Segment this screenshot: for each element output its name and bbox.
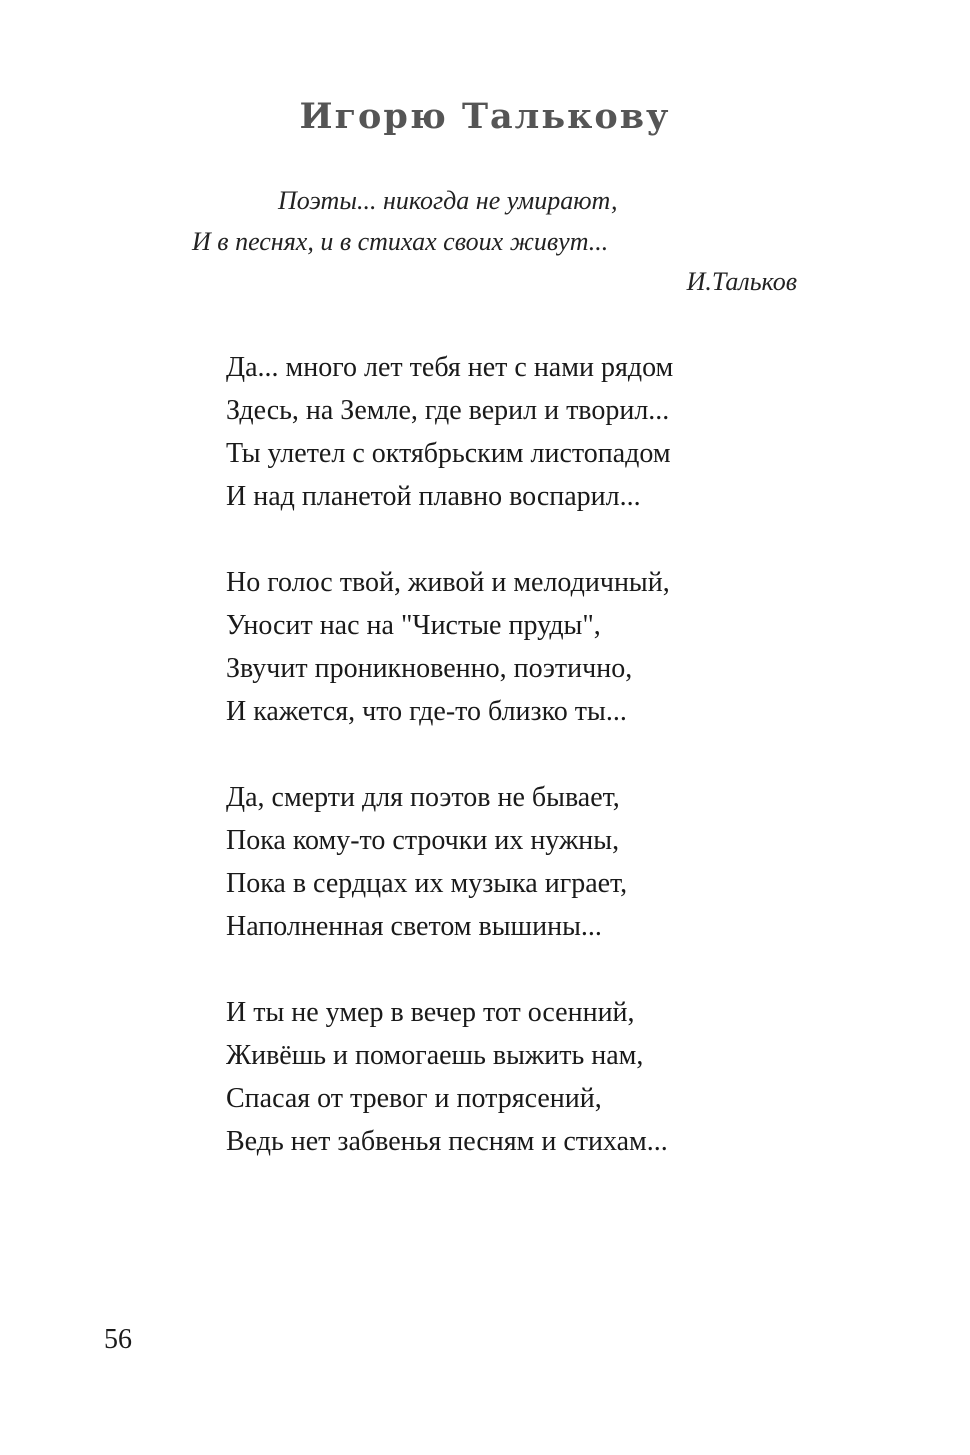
page-number: 56 <box>104 1324 132 1355</box>
poem-line: И кажется, что где-то близко ты... <box>226 696 627 727</box>
poem-line: Наполненная светом вышины... <box>226 911 602 942</box>
stanza <box>226 991 673 1163</box>
poem-line: Спасая от тревог и потрясений, <box>226 1083 602 1114</box>
poem-line: Ведь нет забвенья песням и стихам... <box>226 1126 668 1157</box>
poem-line: Пока в сердцах их музыка играет, <box>226 868 628 899</box>
poem-line: Но голос твой, живой и мелодичный, <box>226 567 670 598</box>
poem-line: Живёшь и помогаешь выжить нам, <box>226 1040 644 1071</box>
poem-body <box>226 346 673 1163</box>
stanza <box>226 346 673 518</box>
poem-line: Да... много лет тебя нет с нами рядом <box>226 352 674 383</box>
epigraph-line-2: И в песнях, и в стихах своих живут... <box>192 227 609 256</box>
poem-line: Уносит нас на "Чистые пруды", <box>226 610 601 641</box>
stanza <box>226 561 673 733</box>
poem-line: Да, смерти для поэтов не бывает, <box>226 782 620 813</box>
poem-line: И над планетой плавно воспарил... <box>226 481 641 512</box>
epigraph-attribution: И.Тальков <box>686 267 797 296</box>
stanza <box>226 776 673 948</box>
poem-line: Звучит проникновенно, поэтично, <box>226 653 633 684</box>
poem-line: Здесь, на Земле, где верил и творил... <box>226 395 670 426</box>
poem-line: И ты не умер в вечер тот осенний, <box>226 997 635 1028</box>
epigraph-line-1: Поэты... никогда не умирают, <box>278 186 618 215</box>
poem-line: Пока кому-то строчки их нужны, <box>226 825 620 856</box>
poem-line: Ты улетел с октябрьским листопадом <box>226 438 671 469</box>
poem-title: Игорю Талькову <box>299 96 671 137</box>
